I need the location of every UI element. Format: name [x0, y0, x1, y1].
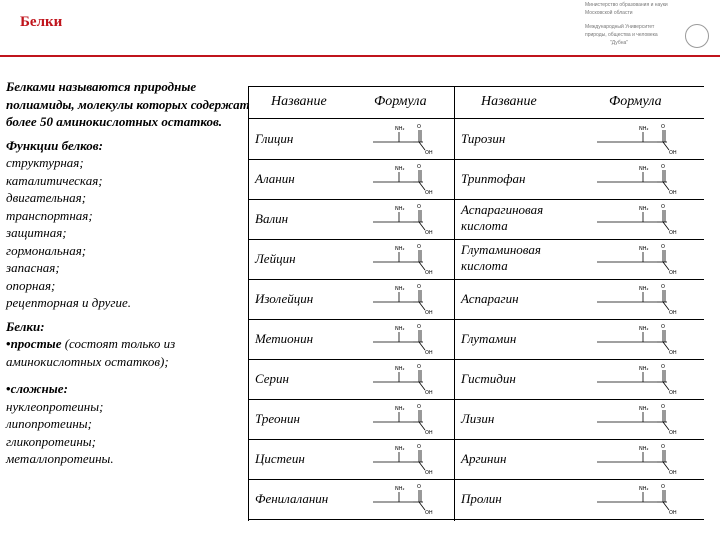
table-row: [249, 319, 704, 360]
svg-text:O: O: [661, 284, 665, 290]
function-item: каталитическая;: [6, 172, 103, 188]
svg-text:O: O: [661, 404, 665, 410]
function-item: структурная;: [6, 155, 84, 170]
structural-formula: [367, 322, 447, 356]
svg-text:NH₂: NH₂: [639, 246, 649, 252]
svg-text:OH: OH: [425, 390, 433, 396]
complex-item: металлопротеины.: [6, 451, 114, 466]
svg-text:OH: OH: [669, 310, 677, 316]
svg-text:NH₂: NH₂: [395, 486, 405, 492]
structural-formula: [367, 282, 447, 316]
svg-text:OH: OH: [425, 310, 433, 316]
svg-text:NH₂: NH₂: [639, 486, 649, 492]
svg-text:OH: OH: [669, 350, 677, 356]
table-row: [249, 239, 704, 280]
university-logo: [585, 2, 680, 57]
svg-text:OH: OH: [669, 430, 677, 436]
svg-text:O: O: [417, 164, 421, 170]
complex-label: сложные:: [10, 381, 68, 396]
header-formula-2: Формула: [609, 94, 662, 109]
amino-acid-name: Аспарагиновая кислота: [461, 202, 544, 233]
amino-acid-name: Гистидин: [461, 371, 516, 386]
svg-text:NH₂: NH₂: [395, 286, 405, 292]
svg-text:OH: OH: [425, 350, 433, 356]
svg-text:OH: OH: [425, 190, 433, 196]
svg-text:O: O: [661, 324, 665, 330]
logo-line-2: Московской области: [585, 10, 633, 16]
svg-text:NH₂: NH₂: [639, 166, 649, 172]
svg-text:OH: OH: [425, 270, 433, 276]
simple-label: простые: [10, 336, 62, 351]
svg-text:NH₂: NH₂: [395, 366, 405, 372]
structural-formula: [591, 322, 691, 356]
proteins-title: Белки:: [6, 318, 45, 334]
structural-formula: [367, 162, 447, 196]
amino-acid-name: Тирозин: [461, 131, 506, 146]
svg-text:O: O: [417, 324, 421, 330]
amino-acid-name: Глицин: [255, 131, 294, 146]
svg-text:O: O: [417, 364, 421, 370]
amino-acid-name: Треонин: [255, 411, 300, 426]
logo-line-5: "Дубна": [610, 40, 629, 46]
svg-text:O: O: [417, 124, 421, 130]
structural-formula: [367, 122, 447, 156]
amino-acid-name: Метионин: [255, 331, 314, 346]
table-row: [249, 399, 704, 440]
amino-acid-name: Глутаминовая кислота: [461, 242, 541, 273]
svg-text:NH₂: NH₂: [395, 246, 405, 252]
svg-text:O: O: [417, 204, 421, 210]
structural-formula: [367, 242, 447, 276]
amino-acid-name: Серин: [255, 371, 289, 386]
logo-line-3: Международный Университет: [585, 24, 655, 30]
complex-item: липопротеины;: [6, 416, 92, 431]
svg-text:O: O: [417, 444, 421, 450]
svg-text:NH₂: NH₂: [395, 206, 405, 212]
structural-formula: [367, 482, 447, 516]
table-row: [249, 279, 704, 320]
svg-text:OH: OH: [425, 430, 433, 436]
header-name-1: Название: [271, 94, 327, 109]
svg-text:NH₂: NH₂: [639, 366, 649, 372]
svg-text:NH₂: NH₂: [639, 446, 649, 452]
amino-acid-name: Триптофан: [461, 171, 526, 186]
structural-formula: [591, 122, 691, 156]
svg-text:OH: OH: [425, 150, 433, 156]
amino-acid-name: Аланин: [255, 171, 295, 186]
structural-formula: [591, 202, 691, 236]
function-item: опорная;: [6, 277, 56, 293]
svg-text:O: O: [417, 284, 421, 290]
svg-text:NH₂: NH₂: [395, 326, 405, 332]
svg-text:O: O: [661, 364, 665, 370]
svg-text:O: O: [661, 204, 665, 210]
amino-acid-name: Глутамин: [461, 331, 517, 346]
svg-text:NH₂: NH₂: [639, 326, 649, 332]
amino-acid-name: Аргинин: [461, 451, 507, 466]
complex-proteins: [6, 380, 250, 398]
svg-text:O: O: [417, 484, 421, 490]
structural-formula: [591, 442, 691, 476]
function-item: гормональная;: [6, 242, 87, 258]
bullet-icon: •: [6, 381, 11, 396]
amino-acid-name: Лизин: [461, 411, 495, 426]
svg-text:O: O: [417, 244, 421, 250]
svg-text:OH: OH: [669, 190, 677, 196]
bullet-icon: •: [6, 336, 11, 351]
svg-text:OH: OH: [669, 270, 677, 276]
structural-formula: [591, 362, 691, 396]
amino-acid-name: Фенилаланин: [255, 491, 329, 506]
function-item: запасная;: [6, 260, 60, 275]
table-row: [249, 159, 704, 200]
svg-text:NH₂: NH₂: [395, 446, 405, 452]
table-row: [249, 359, 704, 400]
logo-emblem-icon: [685, 24, 709, 48]
structural-formula: [367, 362, 447, 396]
structural-formula: [591, 402, 691, 436]
svg-text:NH₂: NH₂: [639, 286, 649, 292]
amino-acid-name: Валин: [255, 211, 289, 226]
function-item: защитная;: [6, 225, 67, 240]
complex-item: гликопротеины;: [6, 433, 96, 449]
svg-text:OH: OH: [425, 470, 433, 476]
structural-formula: [367, 202, 447, 236]
complex-item: нуклеопротеины;: [6, 398, 104, 414]
function-item: двигательная;: [6, 190, 87, 205]
amino-acid-name: Аспарагин: [461, 291, 519, 306]
svg-text:NH₂: NH₂: [395, 126, 405, 132]
table-header: [249, 86, 704, 119]
definition-text: Белками называются природные полиамиды, молекулы которых содержат более 50 аминокислотных остатков.: [6, 79, 250, 129]
svg-text:NH₂: NH₂: [639, 126, 649, 132]
svg-text:O: O: [661, 244, 665, 250]
simple-proteins: [6, 335, 250, 370]
header-formula-1: Формула: [374, 94, 427, 109]
structural-formula: [591, 242, 691, 276]
structural-formula: [367, 442, 447, 476]
table-row: [249, 479, 704, 520]
table-row: [249, 119, 704, 160]
svg-text:O: O: [417, 404, 421, 410]
svg-text:NH₂: NH₂: [395, 166, 405, 172]
svg-text:OH: OH: [669, 150, 677, 156]
amino-acid-name: Изолейцин: [255, 291, 314, 306]
table-row: [249, 199, 704, 240]
amino-acid-table: [248, 86, 704, 521]
structural-formula: [591, 162, 691, 196]
slide-title: Белки: [20, 14, 63, 30]
structural-formula: [591, 482, 691, 516]
functions-list: [6, 154, 250, 312]
structural-formula: [367, 402, 447, 436]
svg-text:O: O: [661, 124, 665, 130]
table-row: [249, 439, 704, 480]
svg-text:OH: OH: [669, 470, 677, 476]
svg-text:NH₂: NH₂: [639, 406, 649, 412]
svg-text:OH: OH: [669, 510, 677, 516]
simple-desc: (состоят только из аминокислотных остатков);: [6, 336, 176, 369]
svg-text:O: O: [661, 484, 665, 490]
amino-acid-name: Лейцин: [255, 251, 296, 266]
svg-text:OH: OH: [425, 230, 433, 236]
svg-text:OH: OH: [669, 230, 677, 236]
left-column: [6, 78, 250, 468]
svg-text:O: O: [661, 444, 665, 450]
logo-line-4: природы, общества и человека: [585, 32, 658, 38]
header-name-2: Название: [481, 94, 537, 109]
function-item: транспортная;: [6, 207, 93, 223]
functions-title: Функции белков:: [6, 137, 103, 153]
svg-text:OH: OH: [669, 390, 677, 396]
amino-acid-name: Цистеин: [255, 451, 305, 466]
logo-line-1: Министерство образования и науки: [585, 2, 668, 8]
svg-text:NH₂: NH₂: [395, 406, 405, 412]
svg-text:O: O: [661, 164, 665, 170]
complex-list: [6, 398, 250, 468]
amino-acid-name: Пролин: [461, 491, 502, 506]
svg-text:NH₂: NH₂: [639, 206, 649, 212]
structural-formula: [591, 282, 691, 316]
svg-text:OH: OH: [425, 510, 433, 516]
function-item: рецепторная и другие.: [6, 295, 132, 310]
